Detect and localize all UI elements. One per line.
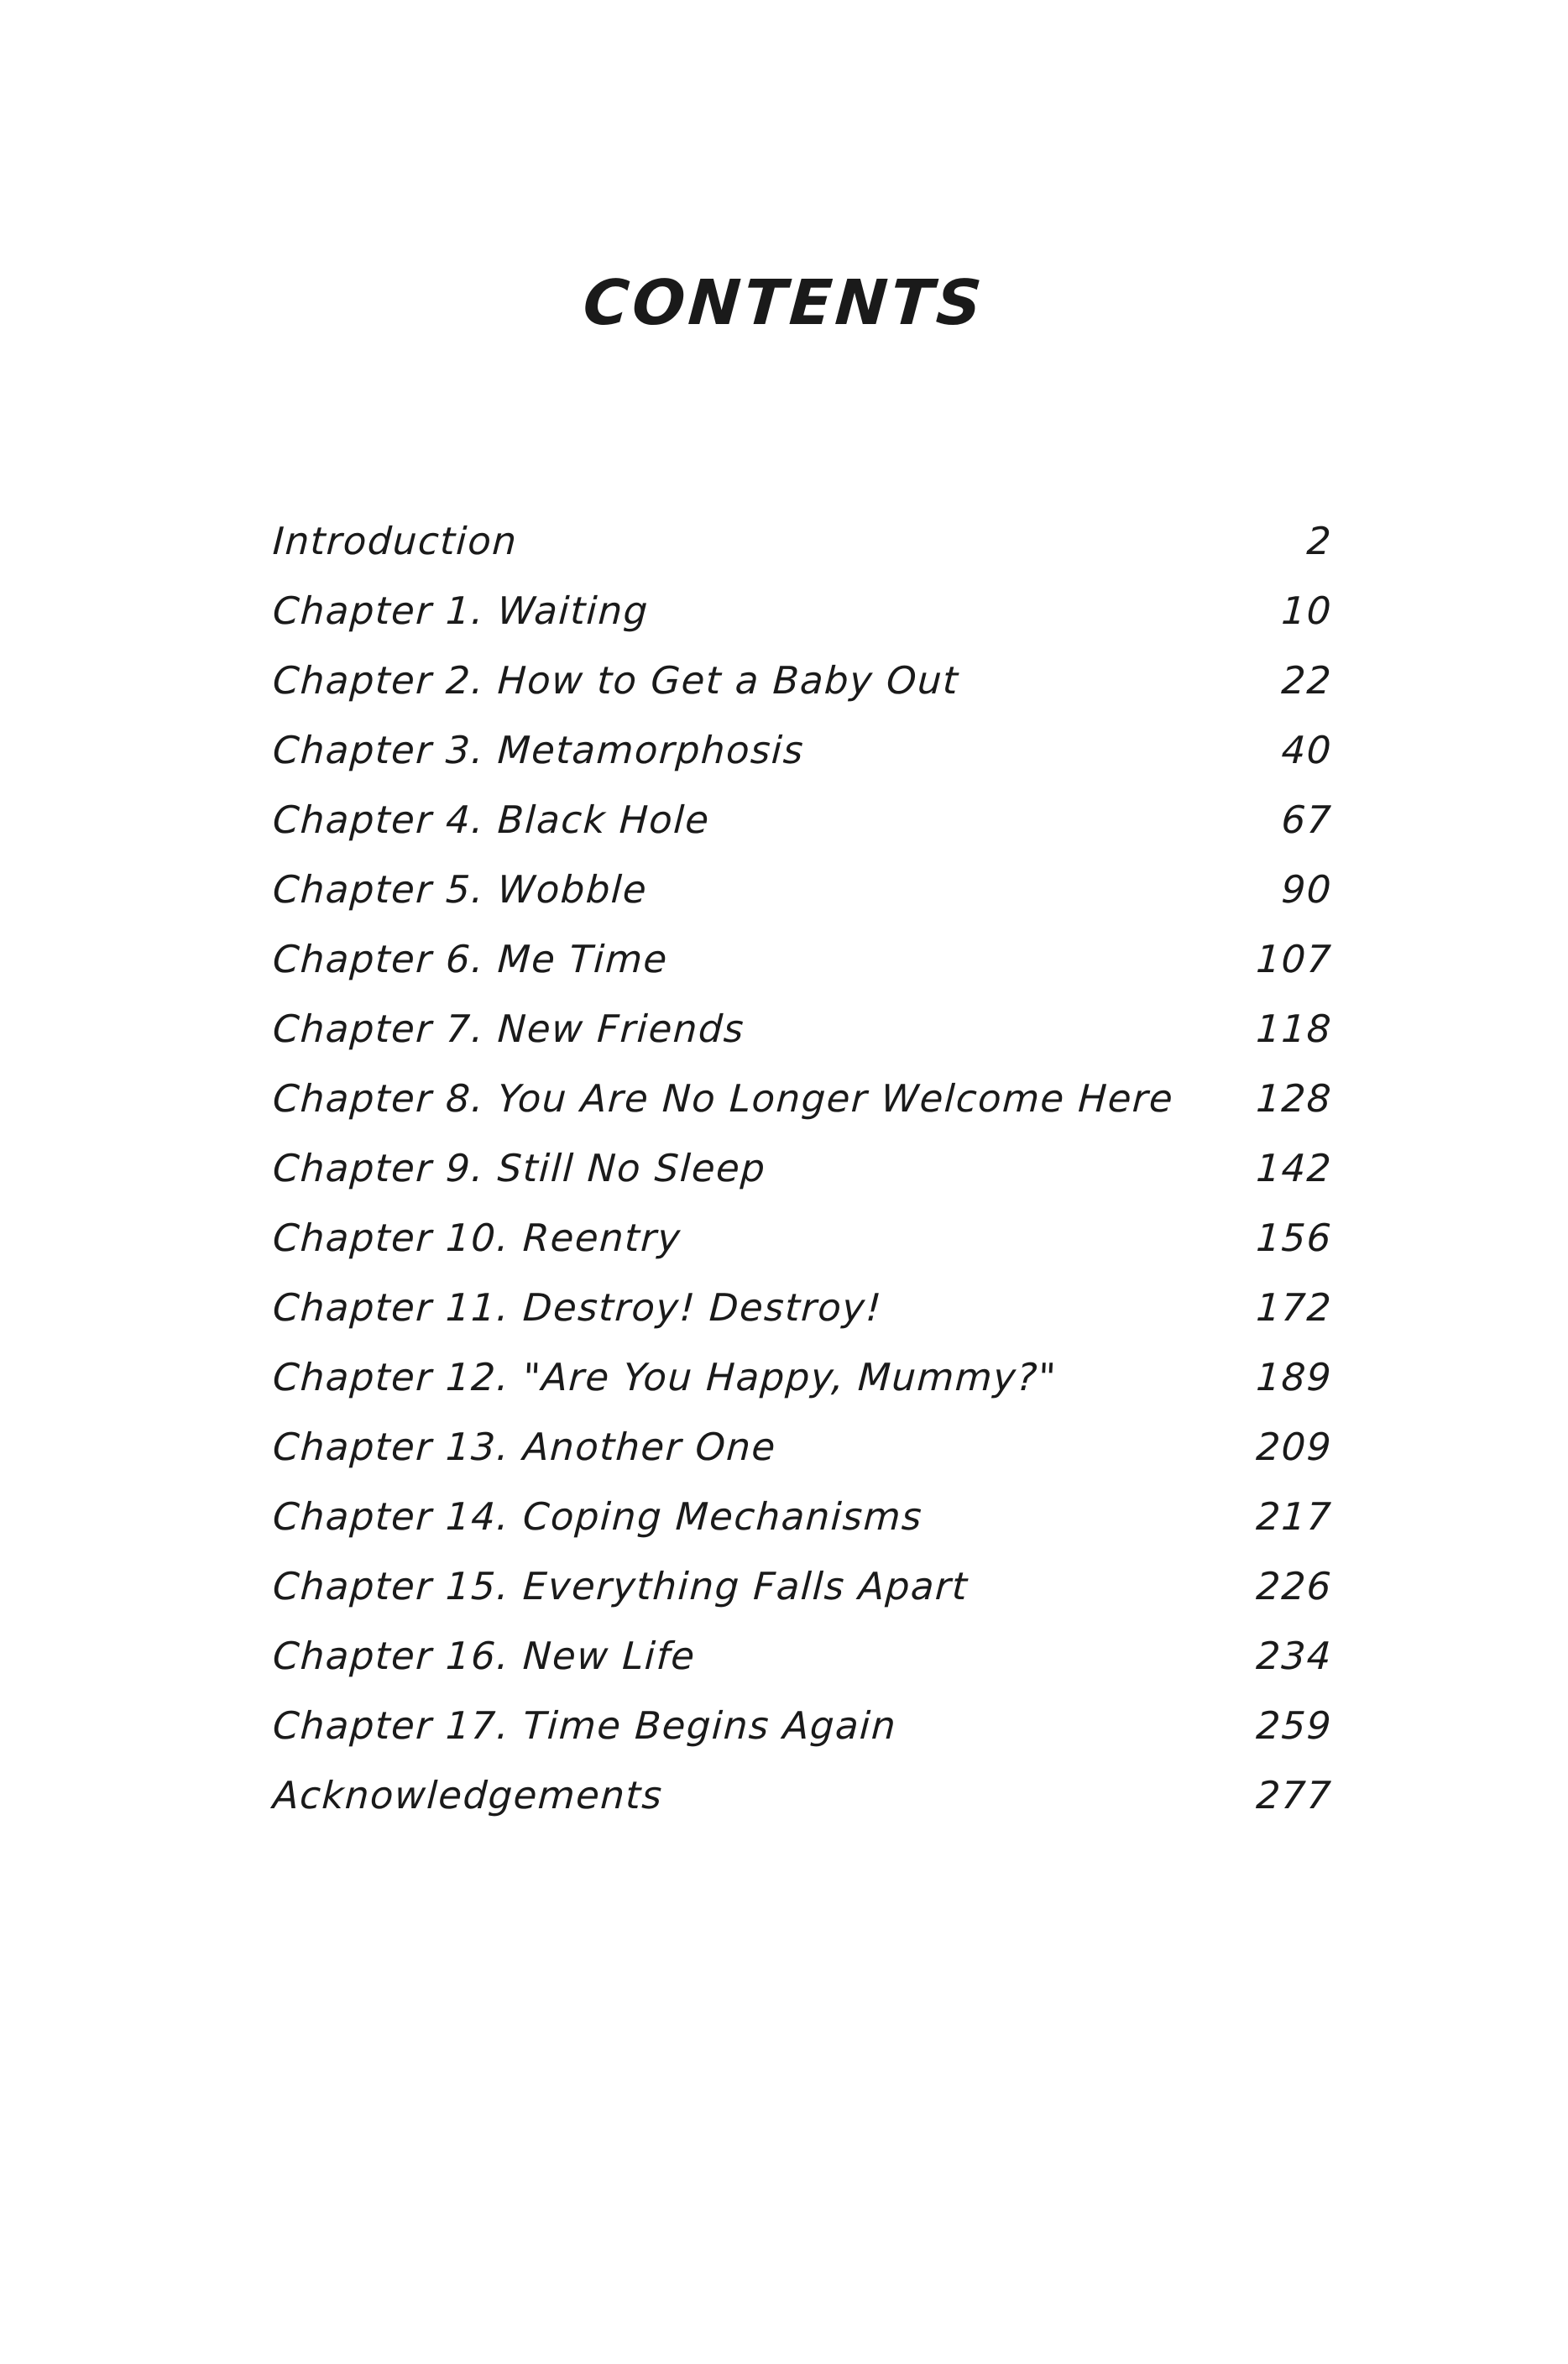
toc-entry-page-number: 128	[1255, 1076, 1334, 1121]
toc-entry-label: Chapter 16. New Life	[271, 1634, 698, 1678]
toc-entry-label: Chapter 12. "Are You Happy, Mummy?"	[271, 1355, 1058, 1399]
toc-entry-page-number: 67	[1280, 798, 1334, 842]
toc-entry-label: Chapter 14. Coping Mechanisms	[271, 1494, 924, 1539]
toc-entry-label: Acknowledgements	[271, 1773, 664, 1817]
toc-entry-chapter-6	[273, 937, 1332, 1007]
toc-entry-page-number: 172	[1255, 1285, 1334, 1330]
toc-entry-acknowledgements	[273, 1773, 1332, 1843]
toc-entry-chapter-5	[273, 867, 1332, 937]
toc-entry-page-number: 107	[1255, 937, 1334, 981]
toc-entry-label: Introduction	[271, 519, 519, 563]
toc-entry-chapter-2	[273, 658, 1332, 728]
toc-entry-chapter-9	[273, 1146, 1332, 1216]
page-title: CONTENTS	[581, 267, 987, 339]
toc-entry-chapter-11	[273, 1285, 1332, 1355]
toc-entry-label: Chapter 5. Wobble	[271, 867, 649, 912]
toc-entry-chapter-13	[273, 1425, 1332, 1494]
toc-entry-label: Chapter 17. Time Begins Again	[271, 1703, 898, 1748]
toc-entry-chapter-15	[273, 1564, 1332, 1634]
toc-entry-chapter-7	[273, 1007, 1332, 1076]
table-of-contents	[273, 519, 1332, 1843]
toc-entry-page-number: 90	[1280, 867, 1334, 912]
toc-entry-chapter-12	[273, 1355, 1332, 1425]
toc-entry-label: Chapter 6. Me Time	[271, 937, 670, 981]
toc-entry-page-number: 234	[1255, 1634, 1334, 1678]
toc-entry-page-number: 118	[1255, 1007, 1334, 1051]
toc-entry-page-number: 226	[1255, 1564, 1334, 1608]
toc-entry-page-number: 22	[1280, 658, 1334, 703]
toc-entry-label: Chapter 2. How to Get a Baby Out	[271, 658, 960, 703]
toc-entry-label: Chapter 10. Reentry	[271, 1216, 682, 1260]
toc-entry-introduction	[273, 519, 1332, 588]
toc-entry-label: Chapter 8. You Are No Longer Welcome Here	[271, 1076, 1175, 1121]
toc-entry-label: Chapter 15. Everything Falls Apart	[271, 1564, 970, 1608]
toc-entry-chapter-8	[273, 1076, 1332, 1146]
toc-entry-chapter-1	[273, 588, 1332, 658]
toc-entry-label: Chapter 9. Still No Sleep	[271, 1146, 767, 1190]
toc-entry-chapter-14	[273, 1494, 1332, 1564]
toc-entry-label: Chapter 13. Another One	[271, 1425, 778, 1469]
toc-entry-page-number: 189	[1255, 1355, 1334, 1399]
toc-entry-page-number: 259	[1255, 1703, 1334, 1748]
toc-entry-chapter-3	[273, 728, 1332, 798]
toc-entry-label: Chapter 7. New Friends	[271, 1007, 746, 1051]
toc-entry-label: Chapter 11. Destroy! Destroy!	[271, 1285, 884, 1330]
toc-entry-chapter-17	[273, 1703, 1332, 1773]
toc-entry-label: Chapter 1. Waiting	[271, 588, 651, 633]
toc-entry-label: Chapter 3. Metamorphosis	[271, 728, 806, 772]
toc-entry-page-number: 2	[1305, 519, 1334, 563]
toc-entry-chapter-4	[273, 798, 1332, 867]
toc-entry-chapter-10	[273, 1216, 1332, 1285]
toc-entry-page-number: 142	[1255, 1146, 1334, 1190]
toc-entry-page-number: 10	[1280, 588, 1334, 633]
toc-entry-page-number: 40	[1280, 728, 1334, 772]
toc-entry-page-number: 217	[1255, 1494, 1334, 1539]
toc-entry-label: Chapter 4. Black Hole	[271, 798, 711, 842]
toc-entry-chapter-16	[273, 1634, 1332, 1703]
toc-entry-page-number: 156	[1255, 1216, 1334, 1260]
toc-entry-page-number: 209	[1255, 1425, 1334, 1469]
toc-entry-page-number: 277	[1255, 1773, 1334, 1817]
